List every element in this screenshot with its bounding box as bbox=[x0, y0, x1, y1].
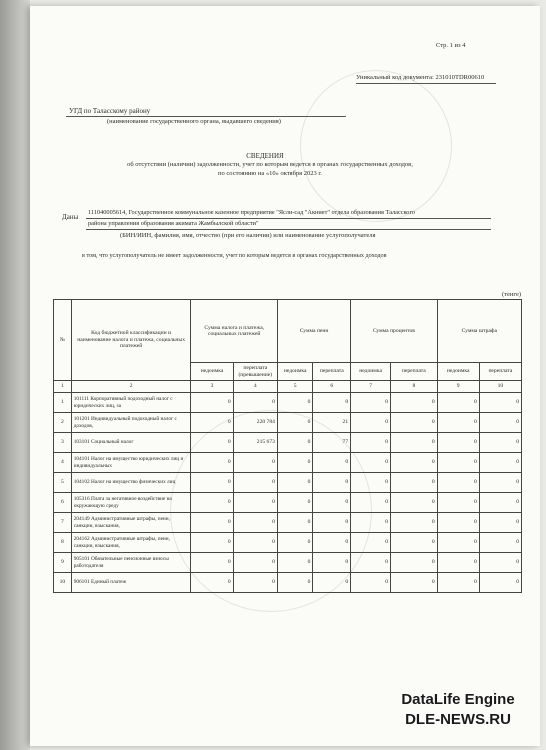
table-row bbox=[54, 533, 522, 553]
amount-cell: 0 bbox=[437, 393, 479, 413]
amount-cell: 0 bbox=[479, 393, 521, 413]
currency-note: (тенге) bbox=[502, 291, 521, 298]
scan-edge bbox=[0, 0, 30, 750]
col-header-no: № bbox=[54, 300, 72, 381]
amount-cell: 0 bbox=[391, 533, 438, 553]
row-label: 101111 Корпоративный подоходный налог с юридических лиц, за bbox=[71, 393, 191, 413]
recipient-underline1 bbox=[86, 218, 491, 219]
amount-cell: 0 bbox=[277, 433, 312, 453]
row-label: 905101 Обязательные пенсионные взносы работодателя bbox=[71, 553, 191, 573]
document-code: Уникальный код документа: 231010TDR00610 bbox=[356, 74, 485, 81]
subheader-arrears: недоимка bbox=[191, 363, 233, 381]
doc-title: СВЕДЕНИЯ bbox=[246, 152, 284, 160]
row-label: 906101 Единый платеж bbox=[71, 573, 191, 593]
amount-cell: 0 bbox=[351, 393, 391, 413]
row-label: 104101 Налог на имущество юридических лиц и индивидуальных bbox=[71, 453, 191, 473]
row-number: 6 bbox=[54, 493, 72, 513]
row-number: 7 bbox=[54, 513, 72, 533]
row-label: 103101 Социальный налог bbox=[71, 433, 191, 453]
row-label: 204162 Административные штрафы, пени, санкции, взыскания, bbox=[71, 533, 191, 553]
amount-cell: 0 bbox=[479, 473, 521, 493]
amount-cell: 0 bbox=[191, 573, 233, 593]
table-row bbox=[54, 553, 522, 573]
column-index-cell: 4 bbox=[233, 381, 277, 393]
amount-cell: 0 bbox=[277, 393, 312, 413]
subheader-overpay: переплата bbox=[313, 363, 351, 381]
amount-cell: 77 bbox=[313, 433, 351, 453]
amount-cell: 0 bbox=[479, 413, 521, 433]
table-row bbox=[54, 493, 522, 513]
amount-cell: 0 bbox=[391, 433, 438, 453]
amount-cell: 0 bbox=[191, 413, 233, 433]
amount-cell: 21 bbox=[313, 413, 351, 433]
amount-cell: 0 bbox=[351, 553, 391, 573]
amount-cell: 0 bbox=[479, 433, 521, 453]
issuer-caption: (наименование государственного органа, выдавшего сведения) bbox=[107, 118, 281, 125]
amount-cell: 0 bbox=[351, 413, 391, 433]
column-index-cell: 8 bbox=[391, 381, 438, 393]
amount-cell: 0 bbox=[437, 533, 479, 553]
amount-cell: 0 bbox=[191, 473, 233, 493]
amount-cell: 0 bbox=[233, 553, 277, 573]
table-row bbox=[54, 413, 522, 433]
amount-cell: 0 bbox=[233, 533, 277, 553]
recipient-line2: района управления образования акимата Жамбылской области" bbox=[88, 220, 259, 227]
amount-cell: 215 673 bbox=[233, 433, 277, 453]
amount-cell: 220 784 bbox=[233, 413, 277, 433]
row-number: 9 bbox=[54, 553, 72, 573]
column-index-cell: 9 bbox=[437, 381, 479, 393]
amount-cell: 0 bbox=[313, 453, 351, 473]
col-header-interest: Сумма процентов bbox=[351, 300, 437, 363]
row-number: 8 bbox=[54, 533, 72, 553]
amount-cell: 0 bbox=[233, 453, 277, 473]
row-number: 1 bbox=[54, 393, 72, 413]
amount-cell: 0 bbox=[479, 553, 521, 573]
amount-cell: 0 bbox=[191, 433, 233, 453]
issuer-underline bbox=[66, 116, 346, 117]
recipient-line1: 111040005614, Государственное коммунальное казенное предприятие "Ясли-сад "Акниет" отдела образования Таласского bbox=[88, 209, 416, 216]
column-index-cell: 2 bbox=[71, 381, 191, 393]
amount-cell: 0 bbox=[277, 413, 312, 433]
col-header-tax: Сумма налога и платежа, социальных платежей bbox=[191, 300, 277, 363]
amount-cell: 0 bbox=[351, 453, 391, 473]
subheader-overpay-ext: переплата (превышение) bbox=[233, 363, 277, 381]
table-row bbox=[54, 573, 522, 593]
col-header-fine: Сумма штрафа bbox=[437, 300, 521, 363]
amount-cell: 0 bbox=[277, 453, 312, 473]
amount-cell: 0 bbox=[351, 533, 391, 553]
amount-cell: 0 bbox=[479, 453, 521, 473]
amount-cell: 0 bbox=[479, 533, 521, 553]
amount-cell: 0 bbox=[191, 533, 233, 553]
amount-cell: 0 bbox=[351, 573, 391, 593]
column-index-cell: 6 bbox=[313, 381, 351, 393]
row-number: 2 bbox=[54, 413, 72, 433]
amount-cell: 0 bbox=[191, 493, 233, 513]
amount-cell: 0 bbox=[191, 513, 233, 533]
amount-cell: 0 bbox=[191, 453, 233, 473]
amount-cell: 0 bbox=[479, 513, 521, 533]
statement-text: в том, что услугополучатель не имеет задолженности, учет по которым ведется в органах государственных доходов bbox=[82, 252, 387, 259]
table-row bbox=[54, 433, 522, 453]
background-seal bbox=[300, 70, 452, 222]
amount-cell: 0 bbox=[313, 533, 351, 553]
amount-cell: 0 bbox=[351, 473, 391, 493]
amount-cell: 0 bbox=[391, 493, 438, 513]
amount-cell: 0 bbox=[479, 573, 521, 593]
amount-cell: 0 bbox=[351, 513, 391, 533]
amount-cell: 0 bbox=[277, 573, 312, 593]
amount-cell: 0 bbox=[313, 393, 351, 413]
doc-code-underline bbox=[356, 83, 496, 84]
column-index-cell: 5 bbox=[277, 381, 312, 393]
amount-cell: 0 bbox=[233, 473, 277, 493]
col-header-penalty: Сумма пени bbox=[277, 300, 350, 363]
recipient-prefix: Даны bbox=[62, 213, 79, 221]
amount-cell: 0 bbox=[277, 553, 312, 573]
column-index-cell: 7 bbox=[351, 381, 391, 393]
amount-cell: 0 bbox=[233, 513, 277, 533]
row-label: 105316 Плата за негативное воздействие на окружающую среду bbox=[71, 493, 191, 513]
row-number: 3 bbox=[54, 433, 72, 453]
amount-cell: 0 bbox=[437, 493, 479, 513]
amount-cell: 0 bbox=[479, 493, 521, 513]
amount-cell: 0 bbox=[391, 553, 438, 573]
row-label: 101201 Индивидуальный подоходный налог с доходов, bbox=[71, 413, 191, 433]
table-body bbox=[54, 393, 522, 593]
amount-cell: 0 bbox=[313, 493, 351, 513]
amount-cell: 0 bbox=[233, 493, 277, 513]
amount-cell: 0 bbox=[437, 553, 479, 573]
amount-cell: 0 bbox=[313, 573, 351, 593]
amount-cell: 0 bbox=[233, 393, 277, 413]
row-label: 204149 Административные штрафы, пени, санкции, взыскания, bbox=[71, 513, 191, 533]
table-row bbox=[54, 473, 522, 493]
amount-cell: 0 bbox=[313, 553, 351, 573]
amount-cell: 0 bbox=[437, 453, 479, 473]
amount-cell: 0 bbox=[391, 573, 438, 593]
amount-cell: 0 bbox=[233, 573, 277, 593]
amount-cell: 0 bbox=[437, 433, 479, 453]
amount-cell: 0 bbox=[191, 553, 233, 573]
amount-cell: 0 bbox=[313, 513, 351, 533]
subheader-arrears: недоимка bbox=[277, 363, 312, 381]
watermark-line1: DataLife Engine bbox=[401, 691, 515, 708]
amount-cell: 0 bbox=[351, 433, 391, 453]
table-row bbox=[54, 513, 522, 533]
amount-cell: 0 bbox=[277, 473, 312, 493]
amount-cell: 0 bbox=[277, 493, 312, 513]
amount-cell: 0 bbox=[313, 473, 351, 493]
amount-cell: 0 bbox=[391, 453, 438, 473]
table-row bbox=[54, 453, 522, 473]
doc-subtitle: об отсутствии (наличии) задолженности, учет по которым ведется в органах государственных доходов, bbox=[127, 161, 413, 168]
column-index-cell: 10 bbox=[479, 381, 521, 393]
subheader-overpay: переплата bbox=[479, 363, 521, 381]
amount-cell: 0 bbox=[351, 493, 391, 513]
amount-cell: 0 bbox=[277, 533, 312, 553]
column-index-cell: 3 bbox=[191, 381, 233, 393]
doc-date: по состоянию на «10» октября 2023 г. bbox=[218, 170, 322, 177]
amount-cell: 0 bbox=[437, 573, 479, 593]
row-number: 5 bbox=[54, 473, 72, 493]
amount-cell: 0 bbox=[391, 393, 438, 413]
recipient-caption: (БИН/ИИН, фамилия, имя, отчество (при его наличии) или наименование услугополучателя bbox=[120, 232, 376, 239]
amount-cell: 0 bbox=[391, 513, 438, 533]
amount-cell: 0 bbox=[391, 413, 438, 433]
site-watermark bbox=[378, 690, 538, 740]
col-header-code: Код бюджетной классификации и наименование налога и платежа, социальных платежей bbox=[71, 300, 191, 381]
column-index-cell: 1 bbox=[54, 381, 72, 393]
subheader-overpay: переплата bbox=[391, 363, 438, 381]
page-number: Стр. 1 из 4 bbox=[436, 42, 466, 49]
row-number: 10 bbox=[54, 573, 72, 593]
amount-cell: 0 bbox=[437, 513, 479, 533]
amount-cell: 0 bbox=[437, 473, 479, 493]
watermark-line2: DLE-NEWS.RU bbox=[405, 711, 511, 729]
table-row bbox=[54, 393, 522, 413]
issuer-name: УГД по Таласскому району bbox=[69, 107, 151, 115]
amount-cell: 0 bbox=[191, 393, 233, 413]
debt-table bbox=[53, 299, 522, 593]
recipient-underline2 bbox=[86, 229, 491, 230]
subheader-arrears: недоимка bbox=[351, 363, 391, 381]
row-label: 104102 Налог на имущество физических лиц bbox=[71, 473, 191, 493]
amount-cell: 0 bbox=[391, 473, 438, 493]
amount-cell: 0 bbox=[437, 413, 479, 433]
column-index-row bbox=[54, 381, 522, 393]
amount-cell: 0 bbox=[277, 513, 312, 533]
row-number: 4 bbox=[54, 453, 72, 473]
subheader-arrears: недоимка bbox=[437, 363, 479, 381]
